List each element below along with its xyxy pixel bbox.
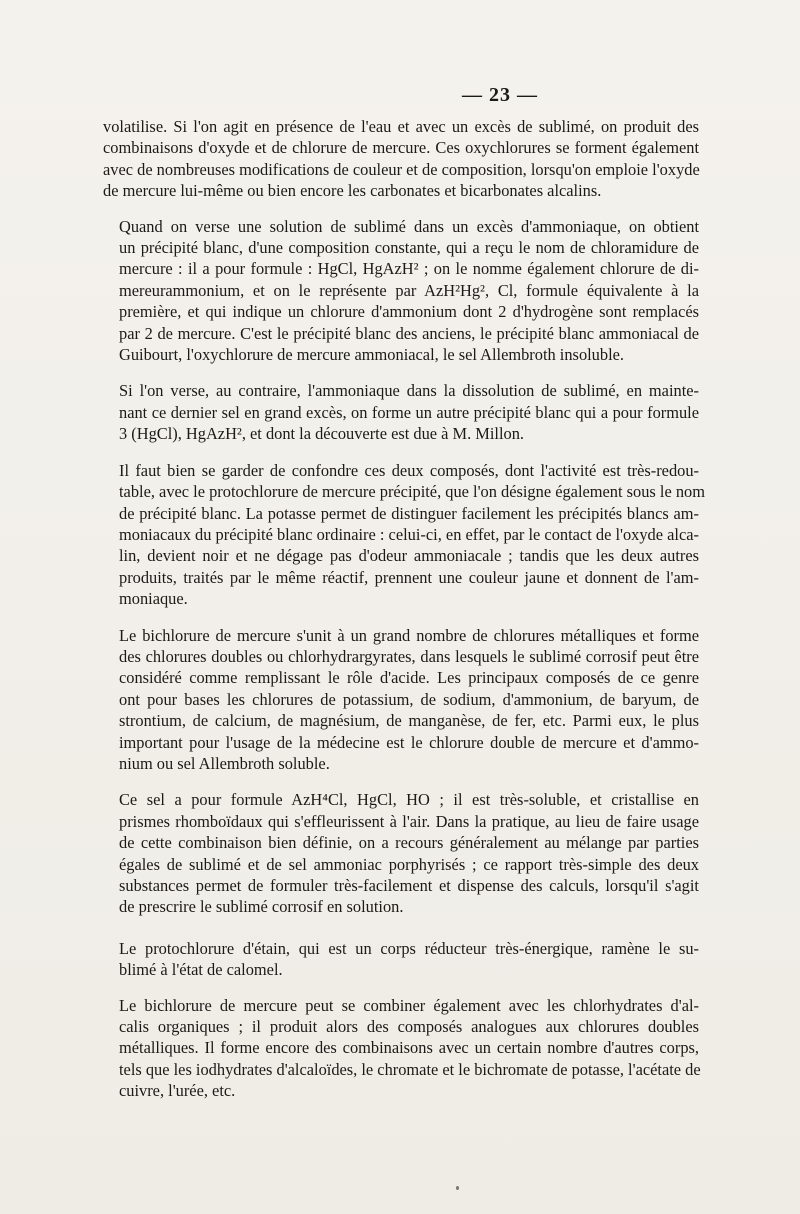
text-line: strontium, de calcium, de magnésium, de manganèse, de fer, etc. Parmi eux, le plus	[119, 711, 699, 731]
text-line: mereurammonium, et on le représente par AzH²Hg², Cl, formule équivalente à la	[119, 280, 699, 300]
text-line: métalliques. Il forme encore des combinaisons avec un certain nombre d'autres corps,	[119, 1038, 699, 1058]
text-line: combinaisons d'oxyde et de chlorure de mercure. Ces oxychlorures se forment également	[103, 138, 699, 158]
text-line: Guibourt, l'oxychlorure de mercure ammoniacal, le sel Allembroth insoluble.	[119, 345, 625, 365]
text-line: volatilise. Si l'on agit en présence de l'eau et avec un excès de sublimé, on produit des	[103, 117, 699, 136]
paragraph-8	[103, 995, 699, 1102]
text-line: lin, devient noir et ne dégage pas d'odeur ammoniacale ; tandis que les deux autres	[119, 546, 699, 566]
text-line: un précipité blanc, d'une composition constante, qui a reçu le nom de chloramidure de	[119, 238, 699, 258]
paragraph-2	[103, 216, 699, 366]
text-line: des chlorures doubles ou chlorhydrargyrates, dans lesquels le sublimé corrosif peut être	[119, 646, 699, 666]
body-text	[103, 116, 705, 1102]
text-line: moniacaux du précipité blanc ordinaire : celui-ci, en effet, par le contact de l'oxyde alca-	[119, 524, 699, 544]
text-line: mercure : il a pour formule : HgCl, HgAzH² ; on le nomme également chlorure de di-	[119, 259, 699, 279]
text-line: de prescrire le sublimé corrosif en solution.	[119, 897, 404, 917]
text-line: égales de sublimé et de sel ammoniac porphyrisés ; ce rapport très-simple des deux	[119, 854, 699, 874]
text-line: blimé à l'état de calomel.	[119, 960, 283, 980]
text-line: Le bichlorure de mercure peut se combiner également avec les chlorhydrates d'al-	[119, 995, 699, 1015]
text-line: de cette combinaison bien définie, on a recours généralement au mélange par parties	[119, 833, 699, 853]
text-line: Quand on verse une solution de sublimé dans un excès d'ammoniaque, on obtient	[119, 216, 699, 236]
paragraph-5	[103, 625, 699, 775]
text-line: considéré comme remplissant le rôle d'acide. Les principaux composés de ce genre	[119, 668, 699, 688]
text-line: substances permet de formuler très-facilement et dispense des calculs, lorsqu'il s'agit	[119, 876, 699, 895]
text-line: Si l'on verse, au contraire, l'ammoniaque dans la dissolution de sublimé, en mainte-	[119, 381, 699, 401]
text-line: par 2 de mercure. C'est le précipité blanc des anciens, le précipité blanc ammoniacal de	[119, 323, 699, 343]
text-line: Ce sel a pour formule AzH⁴Cl, HgCl, HO ; il est très-soluble, et cristallise en	[119, 790, 699, 810]
ink-speck	[456, 1186, 459, 1190]
text-line: de mercure lui-même ou bien encore les carbonates et bicarbonates alcalins.	[103, 181, 602, 201]
text-line: 3 (HgCl), HgAzH², et dont la découverte est due à M. Millon.	[119, 424, 525, 444]
paragraph-4	[103, 460, 705, 610]
text-line: calis organiques ; il produit alors des composés analogues aux chlorures doubles	[119, 1017, 699, 1037]
text-line: cuivre, l'urée, etc.	[119, 1081, 236, 1101]
paragraph-7	[103, 938, 699, 981]
paragraph-1	[103, 116, 699, 202]
text-line: produits, traités par le même réactif, prennent une couleur jaune et donnent de l'am-	[119, 567, 699, 587]
page-number: — 23 —	[462, 84, 538, 106]
text-line: nant ce dernier sel en grand excès, on forme un autre précipité blanc qui a pour formule	[119, 402, 699, 422]
text-line: ont pour bases les chlorures de potassium, de sodium, d'ammonium, de baryum, de	[119, 689, 699, 709]
text-line: Le protochlorure d'étain, qui est un corps réducteur très-énergique, ramène le su-	[119, 938, 699, 958]
text-line: tels que les iodhydrates d'alcaloïdes, le chromate et le bichromate de potasse, l'acétate de	[119, 1059, 701, 1079]
text-line: moniaque.	[119, 589, 188, 609]
paragraph-6	[103, 789, 699, 917]
text-line: Il faut bien se garder de confondre ces deux composés, dont l'activité est très-redou-	[119, 460, 699, 480]
text-line: de précipité blanc. La potasse permet de distinguer facilement les précipités blancs am-	[119, 503, 699, 523]
text-line: avec de nombreuses modifications de couleur et de composition, lorsqu'on emploie l'oxyde	[103, 159, 700, 179]
paragraph-3	[103, 380, 699, 444]
text-line: Le bichlorure de mercure s'unit à un grand nombre de chlorures métalliques et forme	[119, 625, 699, 645]
text-line: table, avec le protochlorure de mercure précipité, que l'on désigne également sous le nom	[119, 482, 705, 502]
text-line: nium ou sel Allembroth soluble.	[119, 753, 330, 773]
text-line: première, et qui indique un chlorure d'ammonium dont 2 d'hydrogène sont remplacés	[119, 302, 699, 322]
text-line: prismes rhomboïdaux qui s'effleurissent à l'air. Dans la pratique, au lieu de faire usage	[119, 811, 699, 831]
text-line: important pour l'usage de la médecine est le chlorure double de mercure et d'ammo-	[119, 732, 699, 752]
